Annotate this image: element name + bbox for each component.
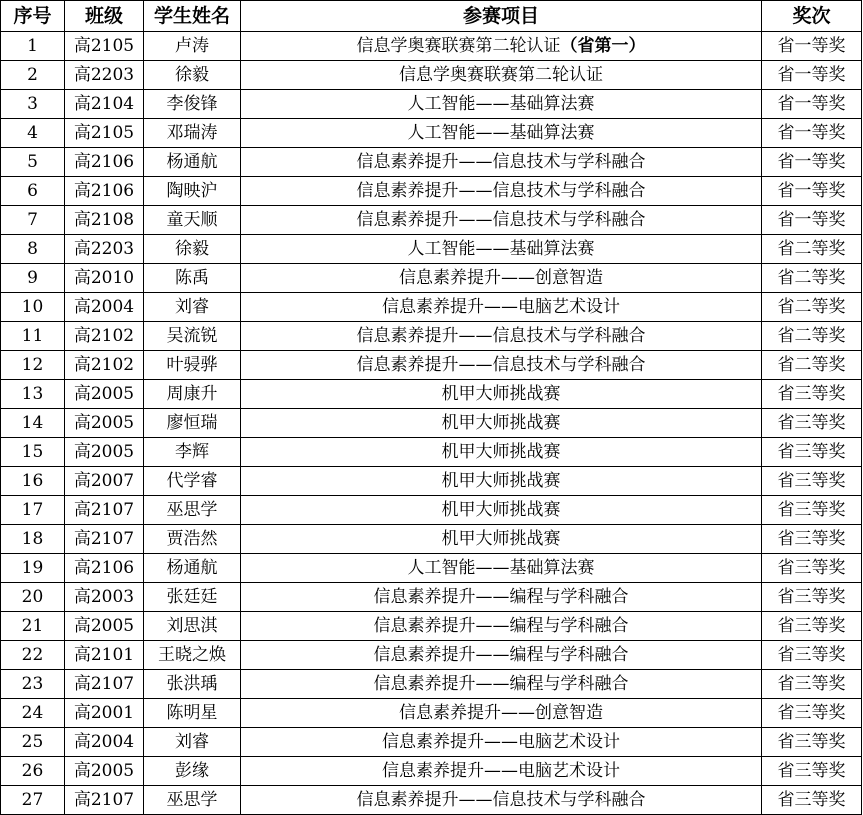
cell-no: 14 [1, 409, 65, 438]
table-row [1, 583, 862, 612]
header-project: 参赛项目 [241, 1, 762, 32]
table-row [1, 699, 862, 728]
cell-project [241, 496, 762, 525]
project-text: 信息素养提升——信息技术与学科融合 [356, 180, 646, 201]
project-text: 信息素养提升——电脑艺术设计 [382, 760, 620, 781]
table-row [1, 177, 862, 206]
cell-name: 陶映沪 [144, 177, 241, 206]
cell-award: 省三等奖 [762, 670, 862, 699]
cell-project [241, 148, 762, 177]
table-row [1, 467, 862, 496]
cell-no: 18 [1, 525, 65, 554]
header-no: 序号 [1, 1, 65, 32]
cell-name: 卢涛 [144, 32, 241, 61]
cell-no: 20 [1, 583, 65, 612]
header-row [1, 1, 862, 32]
table-row [1, 409, 862, 438]
cell-project [241, 554, 762, 583]
cell-name: 陈明星 [144, 699, 241, 728]
cell-class: 高2005 [65, 757, 144, 786]
cell-project [241, 612, 762, 641]
cell-no: 11 [1, 322, 65, 351]
cell-award: 省二等奖 [762, 351, 862, 380]
cell-project [241, 728, 762, 757]
cell-name: 邓瑞涛 [144, 119, 241, 148]
project-text: 机甲大师挑战赛 [441, 499, 561, 520]
project-text: 信息素养提升——创意智造 [399, 267, 603, 288]
cell-award: 省三等奖 [762, 496, 862, 525]
cell-no: 6 [1, 177, 65, 206]
cell-project [241, 583, 762, 612]
cell-no: 24 [1, 699, 65, 728]
cell-class: 高2107 [65, 525, 144, 554]
cell-class: 高2004 [65, 293, 144, 322]
cell-award: 省一等奖 [762, 61, 862, 90]
cell-name: 廖恒瑞 [144, 409, 241, 438]
table-row [1, 554, 862, 583]
cell-no: 25 [1, 728, 65, 757]
cell-project [241, 206, 762, 235]
cell-project [241, 525, 762, 554]
table-row [1, 728, 862, 757]
cell-no: 23 [1, 670, 65, 699]
cell-class: 高2108 [65, 206, 144, 235]
cell-no: 17 [1, 496, 65, 525]
table-row [1, 90, 862, 119]
cell-class: 高2203 [65, 61, 144, 90]
table-row [1, 380, 862, 409]
cell-no: 12 [1, 351, 65, 380]
table-body [1, 32, 862, 815]
project-text: 信息素养提升——电脑艺术设计 [382, 731, 620, 752]
cell-no: 3 [1, 90, 65, 119]
cell-award: 省二等奖 [762, 264, 862, 293]
table-row [1, 670, 862, 699]
header-name: 学生姓名 [144, 1, 241, 32]
cell-award: 省一等奖 [762, 90, 862, 119]
cell-project [241, 264, 762, 293]
table-row [1, 32, 862, 61]
cell-name: 巫思学 [144, 786, 241, 815]
cell-no: 9 [1, 264, 65, 293]
cell-project [241, 670, 762, 699]
cell-project [241, 699, 762, 728]
cell-class: 高2005 [65, 409, 144, 438]
project-text: 机甲大师挑战赛 [441, 412, 561, 433]
cell-project [241, 467, 762, 496]
cell-project [241, 786, 762, 815]
project-text: 机甲大师挑战赛 [441, 441, 561, 462]
cell-no: 8 [1, 235, 65, 264]
header-class: 班级 [65, 1, 144, 32]
cell-name: 杨通航 [144, 554, 241, 583]
cell-name: 刘睿 [144, 293, 241, 322]
table-row [1, 264, 862, 293]
cell-project [241, 757, 762, 786]
project-text: 信息素养提升——编程与学科融合 [373, 644, 629, 665]
cell-name: 杨通航 [144, 148, 241, 177]
cell-class: 高2003 [65, 583, 144, 612]
cell-award: 省二等奖 [762, 293, 862, 322]
cell-award: 省二等奖 [762, 235, 862, 264]
project-text: 信息素养提升——编程与学科融合 [373, 673, 629, 694]
cell-name: 吴流锐 [144, 322, 241, 351]
table-row [1, 525, 862, 554]
cell-no: 15 [1, 438, 65, 467]
cell-award: 省三等奖 [762, 409, 862, 438]
cell-class: 高2007 [65, 467, 144, 496]
cell-no: 22 [1, 641, 65, 670]
cell-award: 省三等奖 [762, 757, 862, 786]
cell-project [241, 235, 762, 264]
cell-class: 高2106 [65, 177, 144, 206]
cell-name: 王晓之焕 [144, 641, 241, 670]
cell-award: 省三等奖 [762, 380, 862, 409]
cell-class: 高2004 [65, 728, 144, 757]
cell-project [241, 61, 762, 90]
cell-award: 省一等奖 [762, 148, 862, 177]
cell-award: 省一等奖 [762, 177, 862, 206]
project-text: 信息学奥赛联赛第二轮认证 [399, 64, 603, 85]
cell-no: 16 [1, 467, 65, 496]
cell-class: 高2105 [65, 119, 144, 148]
cell-class: 高2104 [65, 90, 144, 119]
cell-name: 刘睿 [144, 728, 241, 757]
cell-name: 徐毅 [144, 61, 241, 90]
cell-award: 省三等奖 [762, 438, 862, 467]
project-text: 信息素养提升——编程与学科融合 [373, 615, 629, 636]
table-row [1, 235, 862, 264]
cell-no: 26 [1, 757, 65, 786]
cell-project [241, 409, 762, 438]
project-text: 信息素养提升——编程与学科融合 [373, 586, 629, 607]
cell-award: 省一等奖 [762, 32, 862, 61]
project-text: 信息素养提升——信息技术与学科融合 [356, 325, 646, 346]
cell-name: 彭缘 [144, 757, 241, 786]
project-text: 人工智能——基础算法赛 [407, 557, 595, 578]
project-text: 人工智能——基础算法赛 [407, 93, 595, 114]
header-award: 奖次 [762, 1, 862, 32]
cell-class: 高2203 [65, 235, 144, 264]
cell-no: 19 [1, 554, 65, 583]
table-row [1, 757, 862, 786]
cell-project [241, 177, 762, 206]
cell-no: 5 [1, 148, 65, 177]
cell-name: 代学睿 [144, 467, 241, 496]
cell-award: 省一等奖 [762, 206, 862, 235]
cell-project [241, 380, 762, 409]
cell-no: 10 [1, 293, 65, 322]
cell-name: 李辉 [144, 438, 241, 467]
cell-award: 省二等奖 [762, 322, 862, 351]
cell-class: 高2005 [65, 612, 144, 641]
cell-no: 4 [1, 119, 65, 148]
cell-name: 巫思学 [144, 496, 241, 525]
cell-class: 高2105 [65, 32, 144, 61]
cell-no: 13 [1, 380, 65, 409]
cell-name: 童天顺 [144, 206, 241, 235]
cell-name: 张洪瑀 [144, 670, 241, 699]
cell-class: 高2001 [65, 699, 144, 728]
cell-project [241, 351, 762, 380]
project-text: 人工智能——基础算法赛 [407, 122, 595, 143]
cell-name: 张廷廷 [144, 583, 241, 612]
cell-no: 27 [1, 786, 65, 815]
cell-award: 省三等奖 [762, 554, 862, 583]
project-text: 信息素养提升——创意智造 [399, 702, 603, 723]
cell-class: 高2107 [65, 670, 144, 699]
cell-class: 高2106 [65, 148, 144, 177]
cell-award: 省三等奖 [762, 728, 862, 757]
project-text: 机甲大师挑战赛 [441, 383, 561, 404]
table-row [1, 351, 862, 380]
cell-no: 1 [1, 32, 65, 61]
cell-award: 省三等奖 [762, 786, 862, 815]
table-row [1, 293, 862, 322]
project-text: 信息素养提升——信息技术与学科融合 [356, 789, 646, 810]
cell-award: 省三等奖 [762, 699, 862, 728]
cell-name: 叶骎骅 [144, 351, 241, 380]
cell-project [241, 438, 762, 467]
cell-name: 李俊锋 [144, 90, 241, 119]
cell-class: 高2005 [65, 380, 144, 409]
cell-class: 高2010 [65, 264, 144, 293]
project-text: 人工智能——基础算法赛 [407, 238, 595, 259]
cell-class: 高2106 [65, 554, 144, 583]
cell-award: 省三等奖 [762, 641, 862, 670]
cell-class: 高2107 [65, 786, 144, 815]
cell-class: 高2102 [65, 351, 144, 380]
project-text: 信息学奥赛联赛第二轮认证 [356, 35, 561, 56]
table-row [1, 438, 862, 467]
cell-project [241, 119, 762, 148]
cell-name: 周康升 [144, 380, 241, 409]
project-text: 信息素养提升——信息技术与学科融合 [356, 209, 646, 230]
cell-award: 省一等奖 [762, 119, 862, 148]
table-row [1, 641, 862, 670]
table-row [1, 206, 862, 235]
cell-award: 省三等奖 [762, 612, 862, 641]
cell-project [241, 90, 762, 119]
cell-no: 2 [1, 61, 65, 90]
project-text: 机甲大师挑战赛 [441, 528, 561, 549]
cell-project [241, 293, 762, 322]
project-text: 信息素养提升——电脑艺术设计 [382, 296, 620, 317]
cell-award: 省三等奖 [762, 525, 862, 554]
cell-project [241, 32, 762, 61]
cell-project [241, 322, 762, 351]
table-row [1, 786, 862, 815]
project-text: 机甲大师挑战赛 [441, 470, 561, 491]
table-row [1, 496, 862, 525]
cell-class: 高2101 [65, 641, 144, 670]
cell-no: 21 [1, 612, 65, 641]
cell-class: 高2005 [65, 438, 144, 467]
project-text: 信息素养提升——信息技术与学科融合 [356, 151, 646, 172]
table-row [1, 612, 862, 641]
cell-class: 高2102 [65, 322, 144, 351]
cell-name: 陈禹 [144, 264, 241, 293]
cell-name: 贾浩然 [144, 525, 241, 554]
cell-name: 刘思淇 [144, 612, 241, 641]
cell-class: 高2107 [65, 496, 144, 525]
table-row [1, 322, 862, 351]
cell-award: 省三等奖 [762, 583, 862, 612]
project-note: （省第一） [560, 35, 646, 56]
cell-no: 7 [1, 206, 65, 235]
cell-project [241, 641, 762, 670]
table-row [1, 61, 862, 90]
cell-name: 徐毅 [144, 235, 241, 264]
project-text: 信息素养提升——信息技术与学科融合 [356, 354, 646, 375]
table-row [1, 119, 862, 148]
table-row [1, 148, 862, 177]
cell-award: 省三等奖 [762, 467, 862, 496]
